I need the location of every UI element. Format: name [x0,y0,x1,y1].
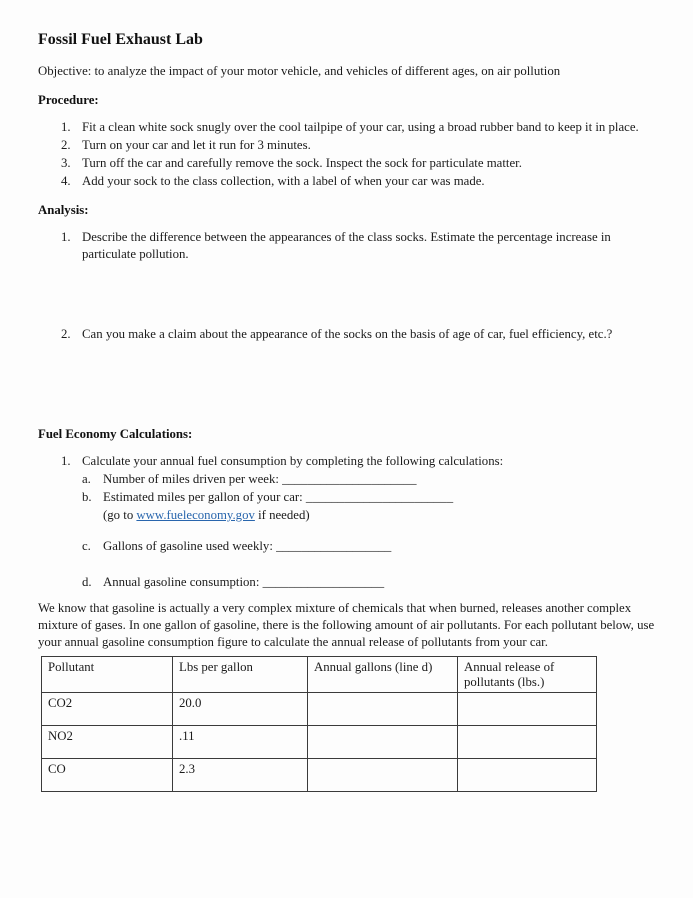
list-item-text: Can you make a claim about the appearance of the socks on the basis of age of car, fuel efficiency, etc.? [82,327,613,341]
fill-in-blank: __________________ [276,539,392,553]
list-item-text [103,538,659,555]
procedure-heading: Procedure: [38,93,99,107]
table-cell-empty [308,759,458,792]
fill-in-blank: _____________________ [282,472,417,486]
link-prefix: (go to [103,508,137,522]
list-item-text: Turn off the car and carefully remove the sock. Inspect the sock for particulate matter. [82,156,522,170]
table-row [42,726,597,759]
procedure-item [38,137,659,154]
field-label: Gallons of gasoline used weekly: [103,539,273,553]
analysis-item [38,326,659,343]
page-title: Fossil Fuel Exhaust Lab [38,31,203,48]
list-letter: d. [82,575,92,589]
list-item-text [103,574,659,591]
analysis-list [38,229,659,343]
fill-in-blank: ___________________ [262,575,385,589]
table-cell: CO [42,759,173,792]
list-number: 1. [61,454,71,468]
list-item-text: Fit a clean white sock snugly over the cool tailpipe of your car, using a broad rubber band to keep it in place. [82,120,639,134]
column-header-annual-gallons: Annual gallons (line d) [308,657,458,693]
fuel-economy-item [38,453,659,470]
list-letter: b. [82,490,92,504]
column-header-annual-release: Annual release of pollutants (lbs.) [458,657,597,693]
list-item-text [103,471,659,488]
table-cell-empty [458,693,597,726]
column-header-pollutant: Pollutant [42,657,173,693]
table-cell-empty [458,759,597,792]
list-number: 2. [61,327,71,341]
objective-line: Objective: to analyze the impact of your motor vehicle, and vehicles of different ages, on air pollution [38,64,561,78]
procedure-item [38,155,659,172]
table-row [42,759,597,792]
list-item-text [103,489,659,506]
list-letter-spacer [82,507,103,524]
link-line [38,507,659,524]
field-label: Number of miles driven per week: [103,472,279,486]
column-header-lbs-per-gallon: Lbs per gallon [173,657,308,693]
table-cell: .11 [173,726,308,759]
list-number: 1. [61,120,71,134]
list-number: 3. [61,156,71,170]
list-number: 4. [61,174,71,188]
sub-item-d [38,574,659,591]
table-cell: CO2 [42,693,173,726]
table-header-row [42,657,597,693]
pollutants-table [41,656,597,792]
list-letter: c. [82,539,91,553]
link-suffix: if needed) [254,508,310,522]
sub-item-a [38,471,659,488]
list-item-text: Describe the difference between the appearances of the class socks. Estimate the percentage increase in particulate pollution. [82,230,611,261]
list-number: 1. [61,230,71,244]
table-cell-empty [458,726,597,759]
field-label: Estimated miles per gallon of your car: [103,490,303,504]
table-cell-empty [308,726,458,759]
procedure-item [38,119,659,136]
table-cell: NO2 [42,726,173,759]
fill-in-blank: _______________________ [305,490,454,504]
sub-item-b [38,489,659,506]
list-item-text: Add your sock to the class collection, with a label of when your car was made. [82,174,485,188]
fuel-economy-heading: Fuel Economy Calculations: [38,427,193,441]
field-label: Annual gasoline consumption: [103,575,260,589]
list-letter: a. [82,472,91,486]
procedure-list [38,119,659,190]
fuel-economy-list [38,453,659,591]
table-cell-empty [308,693,458,726]
table-row [42,693,597,726]
table-cell: 20.0 [173,693,308,726]
table-cell: 2.3 [173,759,308,792]
analysis-item [38,229,659,263]
fueleconomy-link[interactable]: www.fueleconomy.gov [136,508,255,522]
pollutants-intro-paragraph: We know that gasoline is actually a very complex mixture of chemicals that when burned, releases another complex mixture of gases. In one gallon of gasoline, there is the following amount of air pollutants. For each pollutant below, use your annual gasoline consumption figure to calculate the annual release of pollutants from your car. [38,601,655,649]
list-item-text: Calculate your annual fuel consumption by completing the following calculations: [82,454,504,468]
analysis-heading: Analysis: [38,203,89,217]
list-number: 2. [61,138,71,152]
sub-item-c [38,538,659,555]
list-item-text: Turn on your car and let it run for 3 minutes. [82,138,311,152]
procedure-item [38,173,659,190]
